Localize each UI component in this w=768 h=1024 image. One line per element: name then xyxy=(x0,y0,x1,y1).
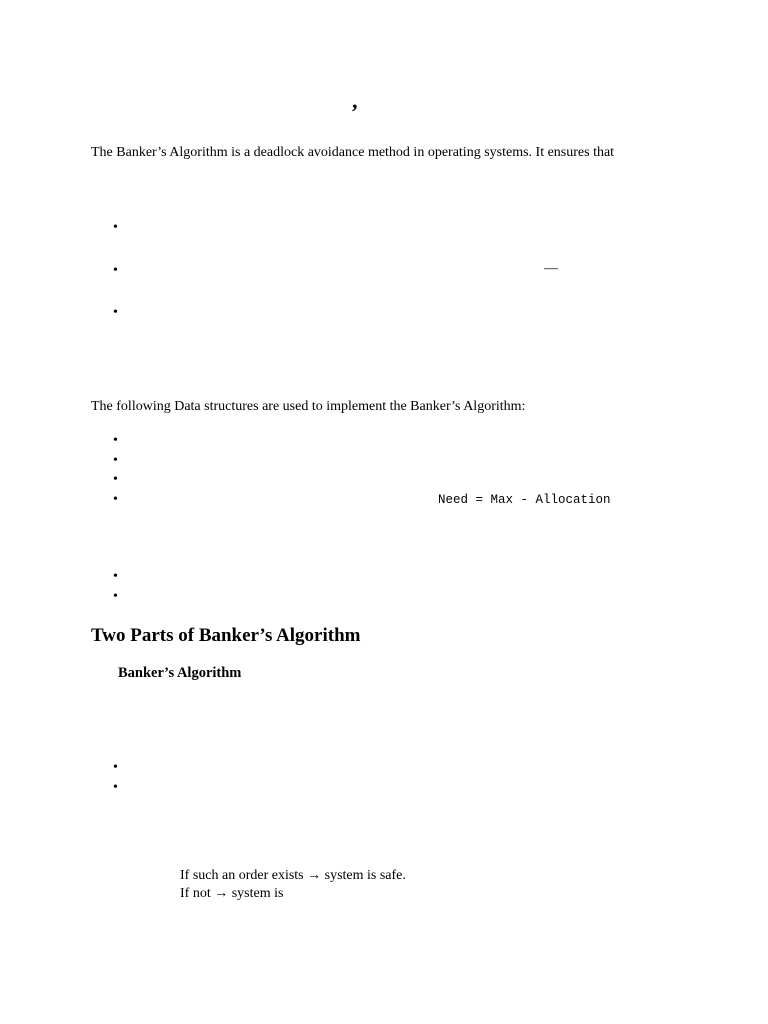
list-bullet: • xyxy=(113,780,118,795)
list-bullet: • xyxy=(113,472,118,487)
unsafe-result-line: If not → system is xyxy=(180,886,284,901)
subsection-heading: Banker’s Algorithm xyxy=(118,665,242,681)
need-formula: Need = Max - Allocation xyxy=(438,493,611,507)
list-bullet: • xyxy=(113,589,118,604)
list-bullet: • xyxy=(113,433,118,448)
list-bullet: • xyxy=(113,569,118,584)
em-dash: — xyxy=(544,261,558,276)
intro-paragraph: The Banker’s Algorithm is a deadlock avoidance method in operating systems. It ensures that xyxy=(91,145,615,160)
title-comma: , xyxy=(352,88,358,113)
list-bullet: • xyxy=(113,220,118,235)
safe-result-line: If such an order exists → system is safe. xyxy=(180,868,406,883)
list-bullet: • xyxy=(113,492,118,507)
list-bullet: • xyxy=(113,453,118,468)
list-bullet: • xyxy=(113,305,118,320)
section-heading: Two Parts of Banker’s Algorithm xyxy=(91,625,361,646)
data-structures-intro: The following Data structures are used to implement the Banker’s Algorithm: xyxy=(91,399,526,414)
list-bullet: • xyxy=(113,760,118,775)
list-bullet: • xyxy=(113,263,118,278)
